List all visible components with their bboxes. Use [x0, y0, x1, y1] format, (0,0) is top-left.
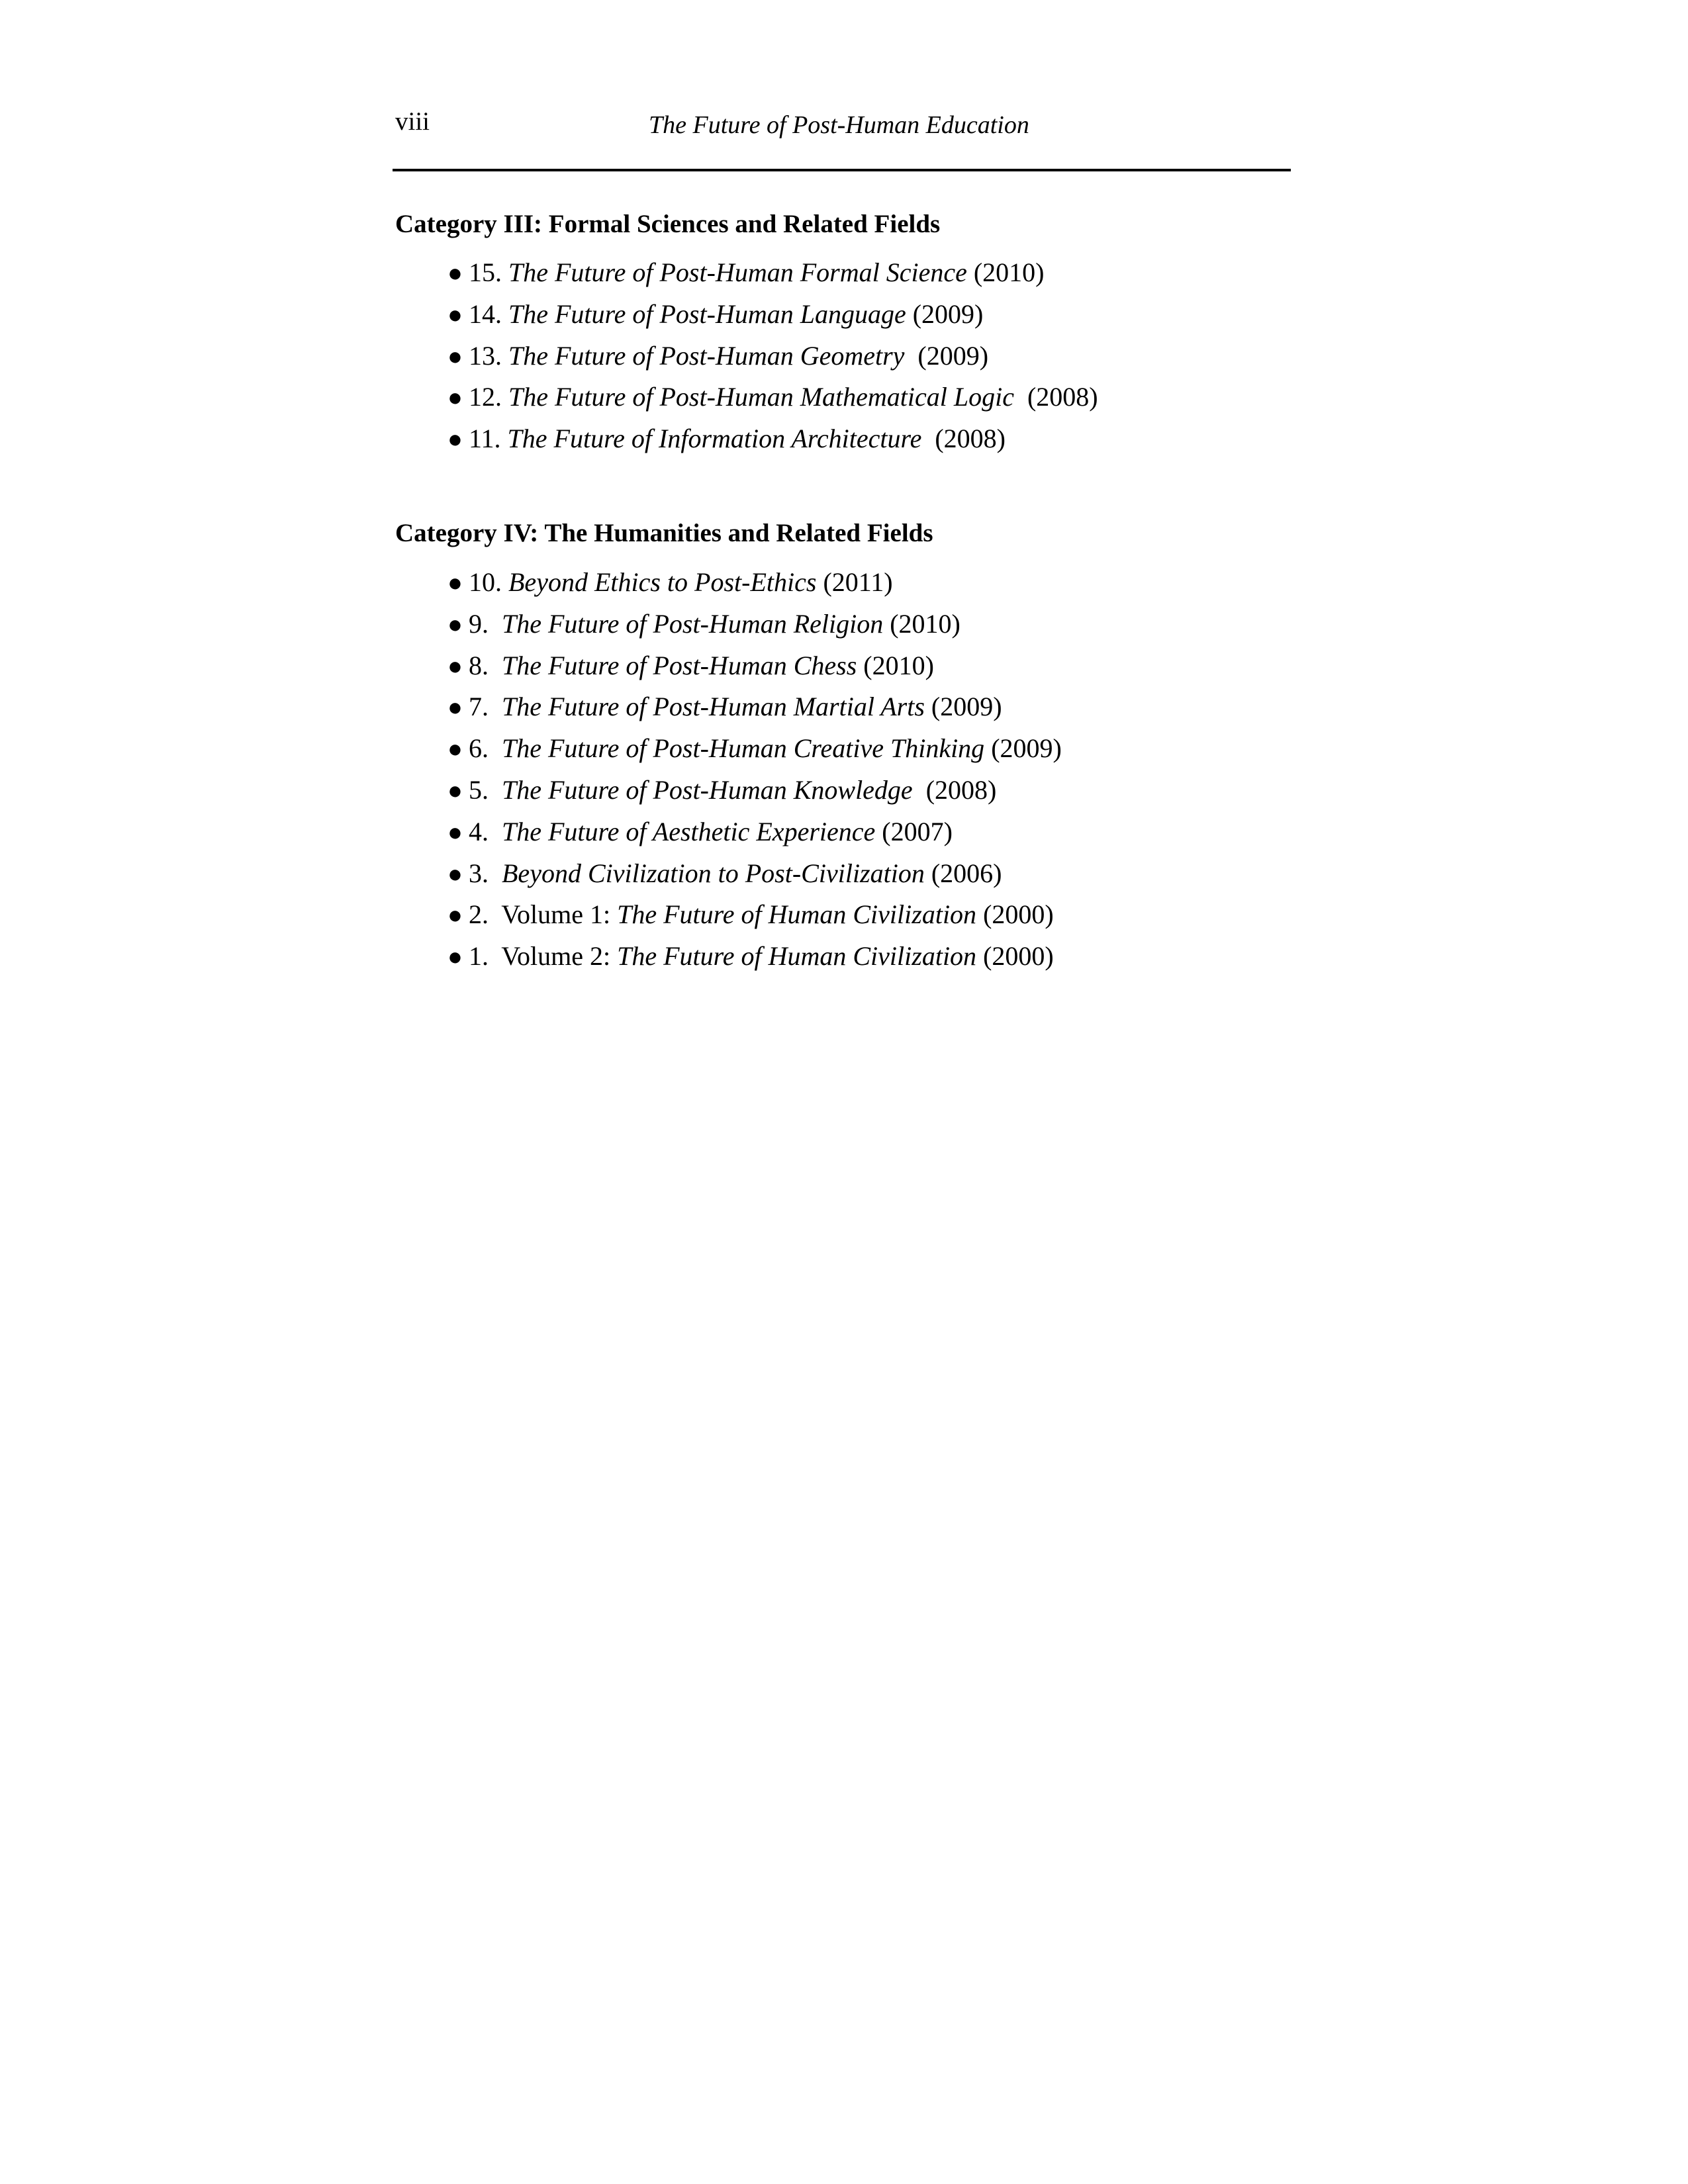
- list-item: [447, 860, 1062, 902]
- book-year: (2009): [924, 692, 1002, 722]
- bullet-icon: ●: [447, 652, 463, 680]
- bullet-icon: ●: [447, 735, 463, 764]
- book-title: The Future of Post-Human Religion: [502, 608, 884, 639]
- item-number: 3.: [469, 858, 502, 888]
- bullet-icon: ●: [447, 259, 463, 287]
- item-number: 1.: [469, 941, 502, 972]
- book-title: Beyond Civilization to Post-Civilization: [502, 858, 925, 888]
- book-year: (2009): [906, 298, 984, 329]
- bullet-icon: ●: [447, 342, 463, 371]
- item-number: 6.: [469, 733, 502, 764]
- book-year: (2007): [875, 816, 953, 846]
- list-item: [447, 650, 1062, 694]
- book-title: The Future of Human Civilization: [617, 899, 977, 930]
- list-item: [447, 608, 1062, 653]
- book-title: The Future of Post-Human Formal Science: [508, 257, 967, 287]
- bullet-icon: ●: [447, 818, 463, 846]
- book-year: (2006): [924, 858, 1002, 888]
- book-title: The Future of Post-Human Knowledge: [502, 774, 913, 805]
- list-item: [447, 735, 1062, 777]
- book-title: Beyond Ethics to Post-Ethics: [508, 567, 817, 597]
- book-title: The Future of Post-Human Creative Thinking: [502, 733, 985, 764]
- book-title: The Future of Post-Human Language: [508, 298, 906, 329]
- book-title: The Future of Post-Human Martial Arts: [502, 692, 925, 722]
- book-title: The Future of Post-Human Chess: [502, 650, 857, 680]
- header-rule: [393, 169, 1291, 171]
- category-iv-book-list: [447, 569, 1062, 985]
- item-number: 10.: [469, 567, 508, 597]
- item-prefix: Volume 1:: [501, 899, 618, 930]
- list-item: [447, 694, 1062, 735]
- book-title: The Future of Post-Human Mathematical Logic: [508, 382, 1014, 412]
- list-item: [447, 426, 1098, 467]
- bullet-icon: ●: [447, 610, 463, 639]
- category-iii-book-list: [447, 259, 1098, 467]
- book-year: (2000): [976, 941, 1054, 972]
- list-item: [447, 384, 1098, 426]
- list-item: [447, 774, 1062, 819]
- page-number: viii: [395, 107, 430, 136]
- item-prefix: Volume 2:: [501, 941, 618, 972]
- list-item: [447, 298, 1098, 343]
- item-number: 11.: [469, 424, 508, 454]
- item-number: 15.: [469, 257, 508, 287]
- bullet-icon: ●: [447, 569, 463, 597]
- item-number: 12.: [469, 382, 508, 412]
- bullet-icon: ●: [447, 943, 463, 972]
- item-number: 7.: [469, 692, 502, 722]
- item-number: 14.: [469, 298, 508, 329]
- bullet-icon: ●: [447, 384, 463, 412]
- book-year: (2010): [966, 257, 1045, 287]
- book-year: (2008): [1013, 382, 1098, 412]
- list-item: [447, 569, 1062, 611]
- book-year: (2008): [912, 774, 997, 805]
- book-title: The Future of Human Civilization: [617, 941, 977, 972]
- item-number: 2.: [469, 899, 502, 930]
- book-year: (2011): [816, 567, 893, 597]
- list-item: [447, 943, 1062, 985]
- bullet-icon: ●: [447, 694, 463, 722]
- running-title: The Future of Post-Human Education: [649, 111, 1029, 139]
- list-item: [447, 901, 1062, 943]
- book-title: The Future of Post-Human Geometry: [508, 340, 905, 371]
- bullet-icon: ●: [447, 901, 463, 930]
- bullet-icon: ●: [447, 860, 463, 888]
- bullet-icon: ●: [447, 776, 463, 805]
- book-year: (2009): [984, 733, 1062, 764]
- book-title: The Future of Information Architecture: [507, 424, 922, 454]
- section-heading-category-iv: Category IV: The Humanities and Related Fields: [395, 519, 933, 547]
- list-item: [447, 259, 1098, 301]
- section-heading-category-iii: Category III: Formal Sciences and Related Fields: [395, 210, 941, 238]
- list-item: [447, 340, 1098, 385]
- book-year: (2009): [904, 340, 989, 371]
- bullet-icon: ●: [447, 300, 463, 329]
- book-title: The Future of Aesthetic Experience: [502, 816, 876, 846]
- book-year: (2000): [976, 899, 1054, 930]
- book-year: (2010): [857, 650, 934, 680]
- item-number: 13.: [469, 340, 508, 371]
- list-item: [447, 816, 1062, 860]
- book-year: (2008): [921, 424, 1006, 454]
- item-number: 9.: [469, 608, 502, 639]
- bullet-icon: ●: [447, 426, 463, 454]
- item-number: 4.: [469, 816, 502, 846]
- item-number: 5.: [469, 774, 502, 805]
- book-year: (2010): [883, 608, 961, 639]
- item-number: 8.: [469, 650, 502, 680]
